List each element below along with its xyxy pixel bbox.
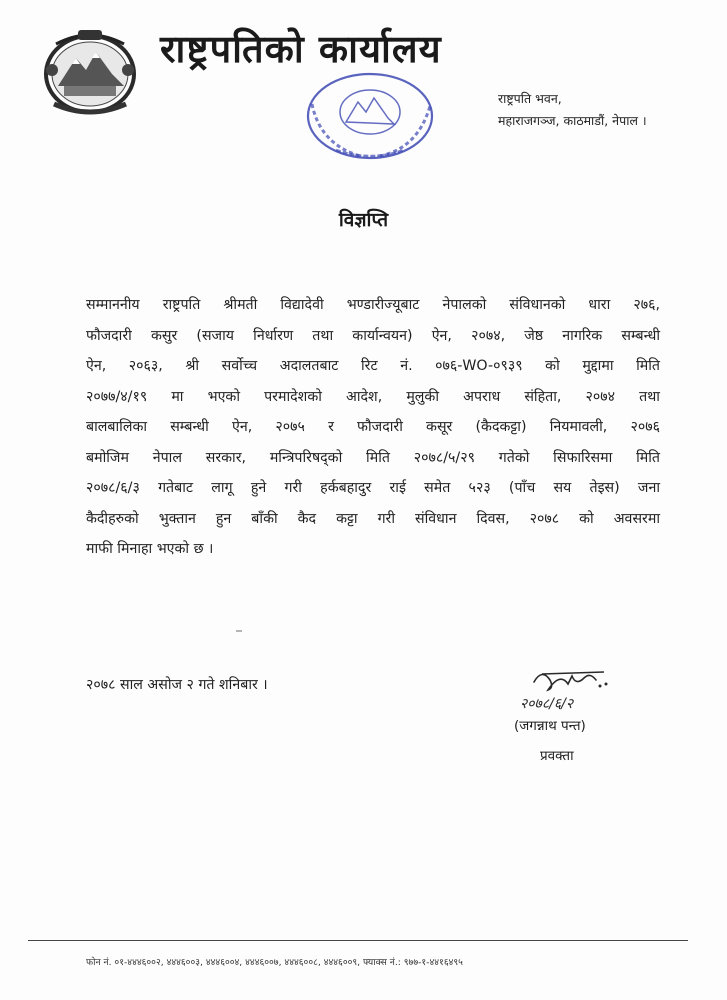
notice-line: कैदीहरुको भुक्तान हुन बाँकी कैद कट्टा गरी संविधान दिवस, २०७८ को अवसरमा [86,510,660,527]
notice-line: बमोजिम नेपाल सरकार, मन्त्रिपरिषद्को मिति २०७८/५/२९ गतेको सिफारिसमा मिति [86,449,660,466]
signatory-name: (जगन्नाथ पन्त) [514,718,586,734]
office-seal-stamp-icon [300,66,440,166]
footer-contact: फोन नं. ०१-४४४६००२, ४४४६००३, ४४४६००४, ४४४६००७, ४४४६००८, ४४४६००९, फ्याक्स नं.: ९७७-१-४४१६४९५ [86,957,463,968]
notice-line: बालबालिका सम्बन्धी ऐन, २०७५ र फौजदारी कसूर (कैदकट्टा) नियमावली, २०७६ [86,419,660,435]
office-address [498,88,647,132]
address-line-1: राष्ट्रपति भवन, [498,91,562,106]
notice-title: विज्ञप्ति [338,209,389,231]
signature-date: २०७८/६/२ [520,696,574,712]
signatory-title: प्रवक्ता [540,748,574,764]
address-line-2: महाराजगञ्ज, काठमाडौं, नेपाल । [498,113,647,128]
office-title: राष्ट्रपतिको कार्यालय [160,27,442,71]
notice-line: २०७७/४/१९ मा भएको परमादेशको आदेश, मुलुकी अपराध संहिता, २०७४ तथा [86,388,660,405]
notice-line: ऐन, २०६३, श्री सर्वोच्च अदालतबाट रिट नं. ०७६-WO-०९३९ को मुद्दामा मिति [86,358,660,374]
notice-date: २०७८ साल असोज २ गते शनिबार । [86,677,268,693]
scan-speck [236,630,242,632]
notice-line: २०७८/६/३ गतेबाट लागू हुने गरी हर्कबहादुर राई समेत ५२३ (पाँच सय तेइस) जना [86,480,660,496]
footer-divider [28,940,688,941]
notice-line: माफी मिनाहा भएको छ । [86,541,214,557]
notice-body [86,290,660,565]
nepal-emblem-icon [38,24,142,116]
notice-line: फौजदारी कसुर (सजाय निर्धारण तथा कार्यान्वयन) ऐन, २०७४, जेष्ठ नागरिक सम्बन्धी [86,327,660,344]
notice-line: सम्माननीय राष्ट्रपति श्रीमती विद्यादेवी भण्डारीज्यूबाट नेपालको संविधानको धारा २७६, [86,297,660,313]
